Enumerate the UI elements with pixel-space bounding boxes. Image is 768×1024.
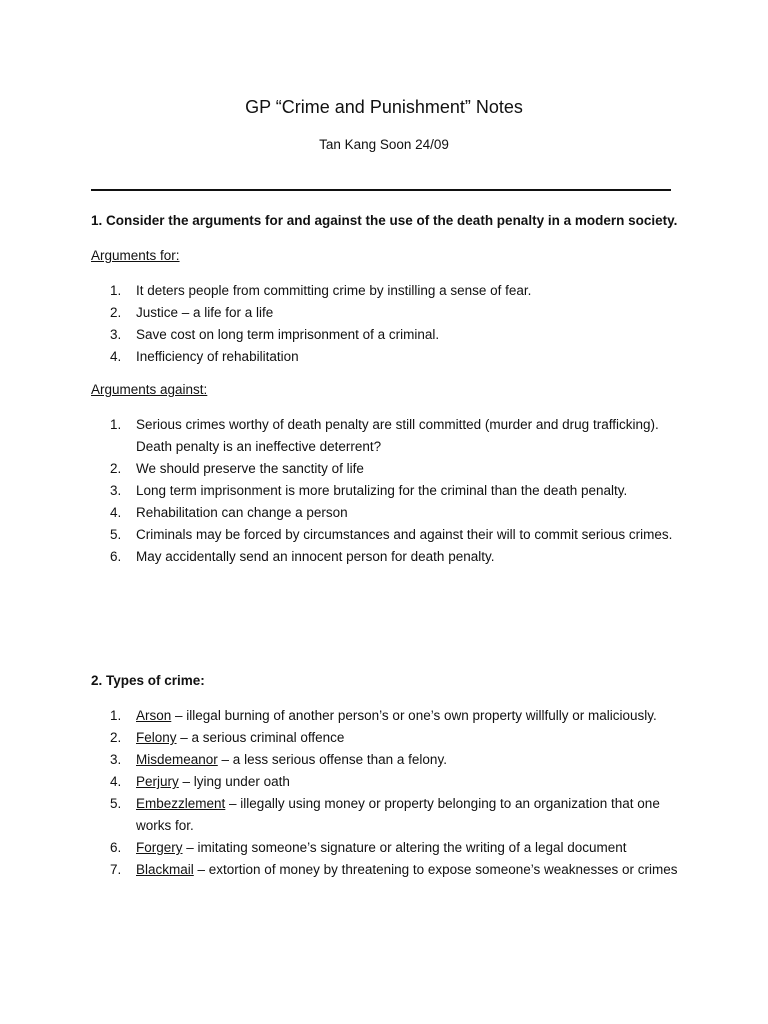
crime-term: Blackmail: [136, 862, 194, 877]
crime-definition: – imitating someone’s signature or altering the writing of a legal document: [182, 840, 627, 855]
list-item-text: Long term imprisonment is more brutalizing for the criminal than the death penalty.: [136, 483, 628, 498]
section1-heading: 1. Consider the arguments for and against the use of the death penalty in a modern society.: [91, 213, 678, 228]
list-number: 3.: [110, 327, 122, 342]
list-number: 4.: [110, 505, 122, 520]
list-item-text: Serious crimes worthy of death penalty are still committed (murder and drug trafficking). Death penalty is an ineffective deterrent?: [136, 417, 659, 454]
divider-line: [91, 189, 671, 191]
crime-types-list: [0, 705, 768, 881]
crime-definition: – a serious criminal offence: [176, 730, 345, 745]
list-item: [0, 749, 681, 771]
list-item: [0, 524, 681, 546]
list-item: [0, 837, 681, 859]
arguments-against-list: [0, 414, 768, 568]
list-item: [0, 480, 681, 502]
crime-definition: – illegal burning of another person’s or one’s own property willfully or maliciously.: [171, 708, 657, 723]
crime-definition: – a less serious offense than a felony.: [217, 752, 447, 767]
list-number: 3.: [110, 752, 122, 767]
list-item: [0, 859, 681, 881]
list-number: 2.: [110, 461, 122, 476]
list-number: 1.: [110, 708, 122, 723]
list-number: 5.: [110, 527, 122, 542]
list-item-text: May accidentally send an innocent person for death penalty.: [136, 549, 495, 564]
list-item: [0, 793, 681, 837]
list-item-text: It deters people from committing crime by instilling a sense of fear.: [136, 283, 532, 298]
arguments-for-list: [0, 280, 768, 368]
list-number: 6.: [110, 840, 122, 855]
list-number: 7.: [110, 862, 122, 877]
crime-term: Perjury: [136, 774, 179, 789]
list-item-text: Inefficiency of rehabilitation: [136, 349, 299, 364]
list-item: [0, 705, 681, 727]
list-number: 1.: [110, 417, 122, 432]
crime-term: Felony: [136, 730, 177, 745]
list-item-text: Criminals may be forced by circumstances and against their will to commit serious crimes.: [136, 527, 673, 542]
list-number: 4.: [110, 774, 122, 789]
list-number: 2.: [110, 305, 122, 320]
list-number: 5.: [110, 796, 122, 811]
list-number: 4.: [110, 349, 122, 364]
list-number: 3.: [110, 483, 122, 498]
crime-definition: – illegally using money or property belonging to an organization that one works for.: [136, 796, 660, 833]
crime-definition: – lying under oath: [178, 774, 290, 789]
section2-heading: 2. Types of crime:: [91, 673, 205, 688]
crime-term: Misdemeanor: [136, 752, 218, 767]
list-item-text: Justice – a life for a life: [136, 305, 274, 320]
crime-definition: – extortion of money by threatening to expose someone’s weaknesses or crimes: [193, 862, 678, 877]
list-item: [0, 502, 681, 524]
list-item: [0, 302, 681, 324]
list-item: [0, 458, 681, 480]
list-item: [0, 346, 681, 368]
crime-term: Forgery: [136, 840, 183, 855]
list-item-text: We should preserve the sanctity of life: [136, 461, 364, 476]
list-item: [0, 727, 681, 749]
list-item: [0, 771, 681, 793]
list-item: [0, 546, 681, 568]
list-item: [0, 280, 681, 302]
arguments-for-label: Arguments for:: [91, 248, 180, 263]
author-line: Tan Kang Soon 24/09: [319, 137, 449, 152]
document-title: GP “Crime and Punishment” Notes: [245, 97, 523, 117]
crime-term: Embezzlement: [136, 796, 226, 811]
list-item-text: Rehabilitation can change a person: [136, 505, 348, 520]
list-number: 6.: [110, 549, 122, 564]
list-item: [0, 324, 681, 346]
list-item-text: Save cost on long term imprisonment of a criminal.: [136, 327, 440, 342]
crime-term: Arson: [136, 708, 172, 723]
arguments-against-label: Arguments against:: [91, 382, 208, 397]
list-item: [0, 414, 681, 458]
list-number: 2.: [110, 730, 122, 745]
list-number: 1.: [110, 283, 122, 298]
